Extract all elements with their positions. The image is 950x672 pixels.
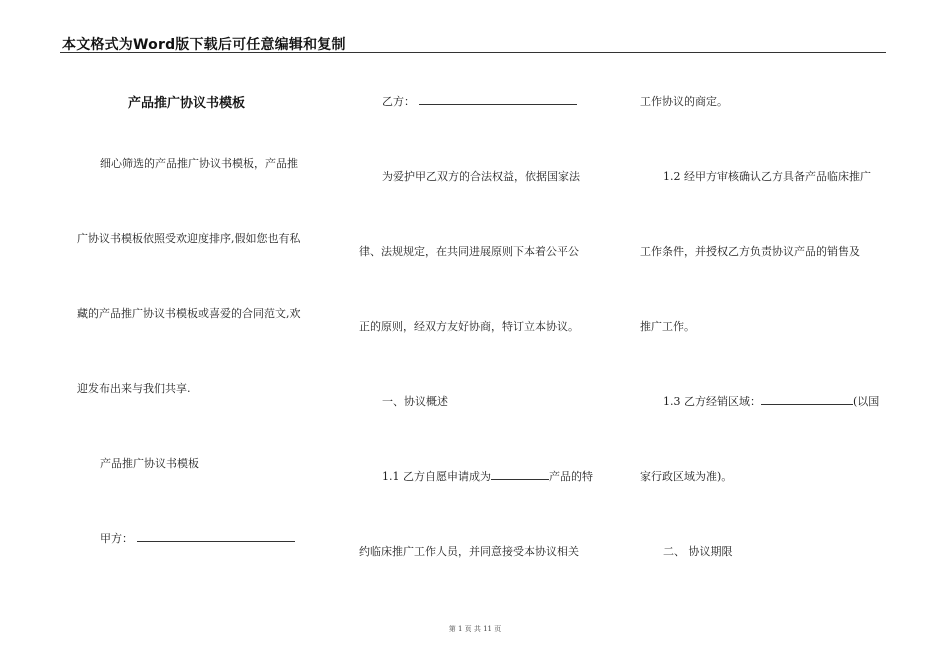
intro-line-2: 广协议书模板依照受欢迎度排序,假如您也有私 <box>77 232 301 245</box>
party-b-blank <box>419 93 577 105</box>
clause-1-1-line-2: 约临床推广工作人员，并同意接受本协议相关 <box>359 545 579 558</box>
intro-line-3: 藏的产品推广协议书模板或喜爱的合同范文,欢 <box>77 307 301 320</box>
document-title: 产品推广协议书模板 <box>128 96 246 111</box>
col3-line-1: 工作协议的商定。 <box>640 95 728 108</box>
section-1-heading: 一、协议概述 <box>382 395 448 408</box>
purpose-line-3: 正的原则，经双方友好协商，特订立本协议。 <box>359 320 579 333</box>
clause-1-2-line-2: 工作条件，并授权乙方负责协议产品的销售及 <box>640 245 860 258</box>
party-b-label: 乙方： <box>382 95 415 108</box>
clause-1-3-after: (以国 <box>853 395 880 408</box>
region-blank <box>761 393 853 405</box>
clause-1-1-before: 1.1 乙方自愿申请成为 <box>382 470 491 483</box>
purpose-line-2: 律、法规规定，在共同进展原则下本着公平公 <box>359 245 579 258</box>
clause-1-1-line-1 <box>382 468 593 484</box>
purpose-line-1: 为爱护甲乙双方的合法权益，依据国家法 <box>382 170 580 183</box>
party-a-line <box>100 530 295 546</box>
subtitle: 产品推广协议书模板 <box>100 457 199 470</box>
party-a-blank <box>137 530 295 542</box>
header-divider <box>60 52 886 53</box>
page-number: 第 1 页 共 11 页 <box>448 625 502 633</box>
party-b-line <box>382 93 577 109</box>
clause-1-3-line-2: 家行政区域为准)。 <box>640 470 733 483</box>
intro-line-4: 迎发布出来与我们共享. <box>77 382 191 395</box>
clause-1-3-line-1 <box>663 393 879 409</box>
clause-1-2-line-1: 1.2 经甲方审核确认乙方具备产品临床推广 <box>663 170 871 183</box>
clause-1-1-after: 产品的特 <box>549 470 593 483</box>
intro-line-1: 细心筛选的产品推广协议书模板，产品推 <box>100 157 298 170</box>
clause-1-3-before: 1.3 乙方经销区域： <box>663 395 761 408</box>
clause-1-2-line-3: 推广工作。 <box>640 320 695 333</box>
product-name-blank <box>491 468 549 480</box>
document-banner: 本文格式为Word版下载后可任意编辑和复制 <box>62 37 346 53</box>
section-2-heading: 二、 协议期限 <box>663 545 733 558</box>
party-a-label: 甲方： <box>100 532 133 545</box>
